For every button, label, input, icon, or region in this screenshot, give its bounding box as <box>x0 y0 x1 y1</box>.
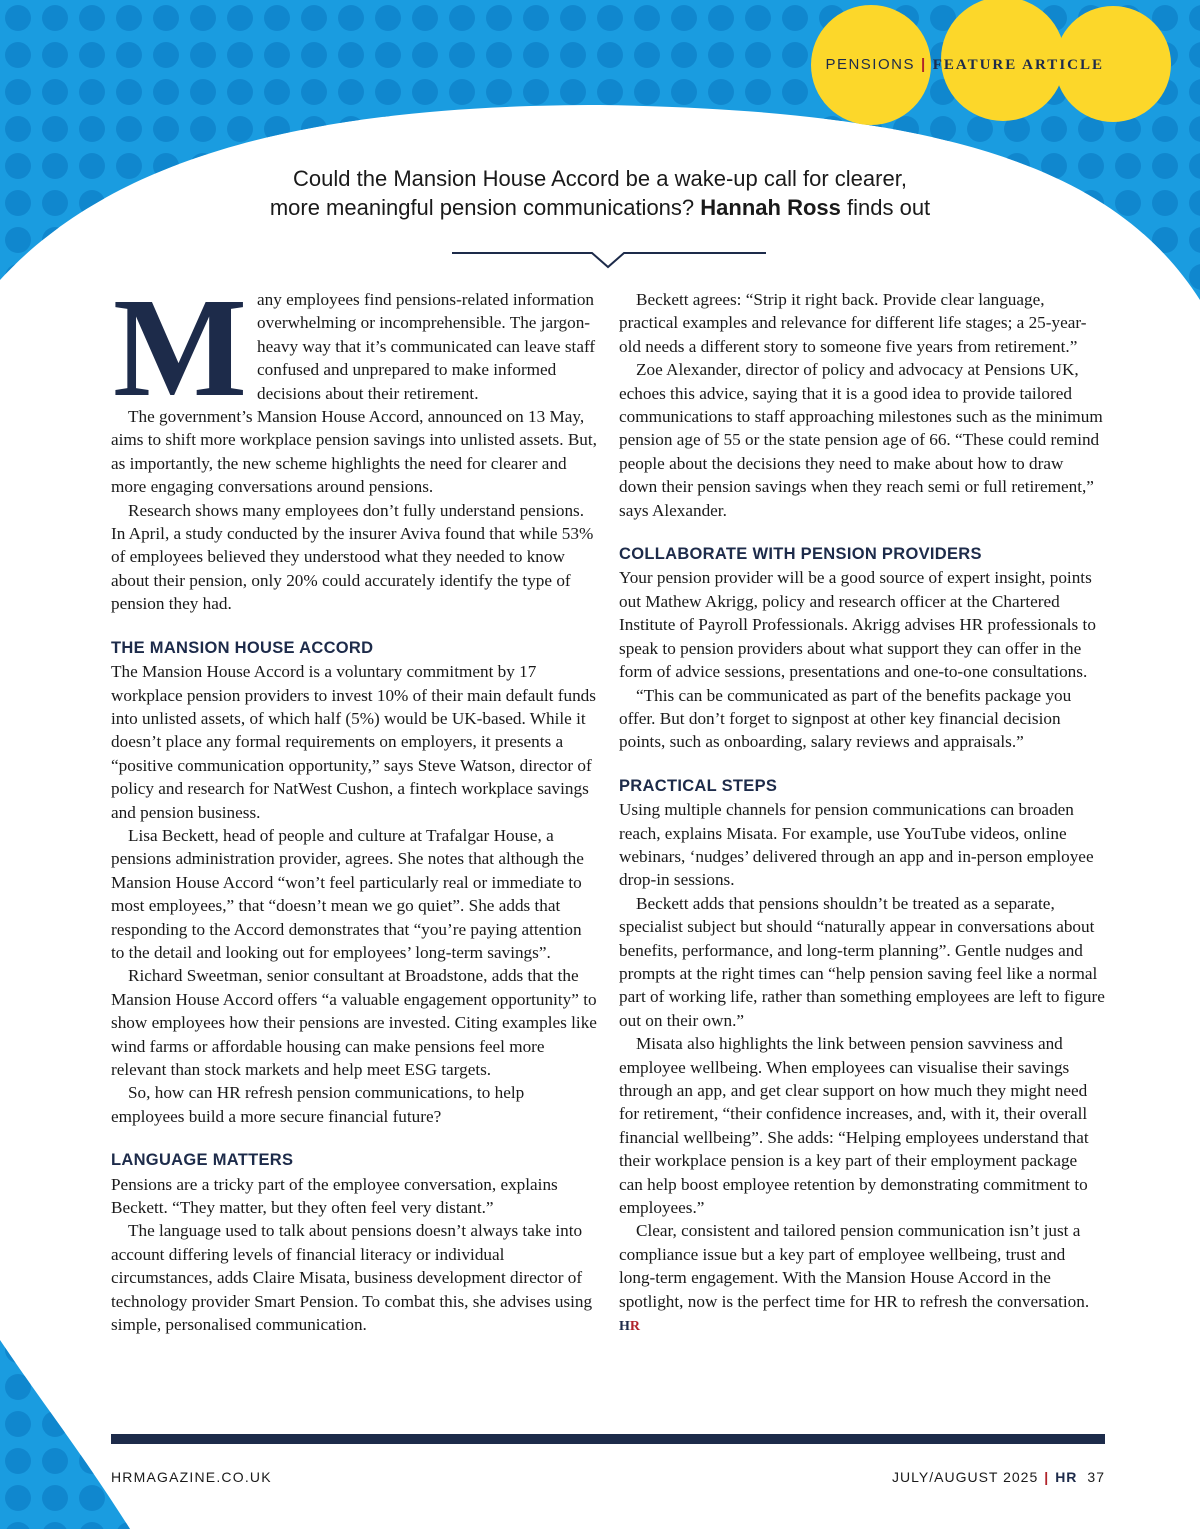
end-mark-logo <box>619 1319 640 1334</box>
chevron-divider-icon <box>450 248 768 274</box>
body-paragraph: Beckett agrees: “Strip it right back. Provide clear language, practical examples and relevance for different life stages; a 25-year-old needs a different story to someone five years from retirement.” <box>619 290 1087 356</box>
body-paragraph: The Mansion House Accord is a voluntary commitment by 17 workplace pension providers to invest 10% of their main default funds into unlisted assets, of which half (5%) would be UK-based. While it doesn’t place any formal requirements on employers, it presents a “positive communication opportunity,” says Steve Watson, director of policy and research for NatWest Cushon, a fintech workplace savings and pension business. <box>111 662 596 822</box>
end-mark-r: R <box>629 1319 641 1335</box>
closing-paragraph <box>619 1219 1105 1338</box>
page-number: 37 <box>1087 1469 1105 1485</box>
body-paragraph: The language used to talk about pensions doesn’t always take into account differing levels of financial literacy or individual circumstances, adds Claire Misata, business development director of technology provider Smart Pension. To combat this, she advises using simple, personalised communication. <box>111 1221 593 1335</box>
author-name: Hannah Ross <box>700 195 841 220</box>
standfirst-line-1: Could the Mansion House Accord be a wake-up call for clearer, <box>293 166 907 191</box>
body-paragraph: The government’s Mansion House Accord, announced on 13 May, aims to shift more workplace pension savings into unlisted assets. But, as importantly, the new scheme highlights the need for clearer and more engaging conversations around pensions. <box>111 407 597 497</box>
closing-text: Clear, consistent and tailored pension communication isn’t just a compliance issue but a key part of employee wellbeing, trust and long-term engagement. With the Mansion House Accord in the spotlight, now is the perfect time for HR to refresh the conversation. <box>619 1221 1090 1311</box>
body-paragraph: Using multiple channels for pension communications can broaden reach, explains Misata. For example, use YouTube videos, online webinars, ‘nudges’ delivered through an app and in-person employee drop-in sessions. <box>619 800 1094 890</box>
article-column-left <box>111 268 597 1336</box>
body-paragraph: Richard Sweetman, senior consultant at Broadstone, adds that the Mansion House Accord offers “a valuable engagement opportunity” to show employees how their pensions are invested. Citing examples like wind farms or affordable housing can make pensions feel more relevant than stock markets and help meet ESG targets. <box>111 966 597 1079</box>
standfirst <box>200 164 1000 222</box>
subheading-collaborate: COLLABORATE WITH PENSION PROVIDERS <box>619 545 982 564</box>
blue-corner-shape <box>0 1330 140 1529</box>
footer-website: HRMAGAZINE.CO.UK <box>111 1469 272 1485</box>
footer-rule <box>111 1434 1105 1444</box>
subheading-practical-steps: PRACTICAL STEPS <box>619 776 778 795</box>
section-separator: | <box>920 56 927 73</box>
feature-label: FEATURE ARTICLE <box>932 57 1104 73</box>
body-paragraph: Beckett adds that pensions shouldn’t be treated as a separate, specialist subject but should “naturally appear in conversations about benefits, performance, and long-term planning”. Gentle nudges and prompts at the right times can “help pension saving feel like a normal part of working life, rather than something employees are left to figure out on their own.” <box>619 893 1105 1030</box>
magazine-name: HR <box>1055 1469 1078 1485</box>
section-label <box>825 56 1104 74</box>
drop-cap: M <box>113 268 248 426</box>
end-mark-h: H <box>619 1319 630 1335</box>
article-column-right <box>619 288 1105 1338</box>
issue-date: JULY/AUGUST 2025 <box>892 1469 1039 1485</box>
body-paragraph: Pensions are a tricky part of the employee conversation, explains Beckett. “They matter, but they often feel very distant.” <box>111 1174 558 1218</box>
standfirst-line-2-text: more meaningful pension communications? <box>269 195 695 220</box>
body-paragraph: Your pension provider will be a good source of expert insight, points out Mathew Akrigg, policy and research officer at the Chartered Institute of Payroll Professionals. Akrigg advises HR professionals to speak to pension providers about what support they can offer in the form of advice sessions, presentations and one-to-one consultations. <box>619 568 1096 682</box>
body-paragraph: Misata also highlights the link between pension savviness and employee wellbeing. When employees can visualise their savings through an app, and get clear support on how much they might need for retirement, “their confidence increases, and, with it, their overall financial wellbeing”. She adds: “Helping employees understand that their workplace pension is a key part of their employment package can help boost employee retention by demonstrating commitment to employees.” <box>619 1034 1089 1218</box>
body-paragraph: Lisa Beckett, head of people and culture at Trafalgar House, a pensions administration provider, agrees. She notes that although the Mansion House Accord “won’t feel particularly real or immediate to most employees,” that “doesn’t mean we go quiet”. She adds that responding to the Accord demonstrates that “you’re paying attention to the detail and looking out for employees’ long-term savings”. <box>111 825 584 962</box>
subheading-language-matters: LANGUAGE MATTERS <box>111 1151 294 1170</box>
section-name: PENSIONS <box>825 56 915 73</box>
standfirst-line-2 <box>200 193 1000 222</box>
subheading-mansion-house-accord: THE MANSION HOUSE ACCORD <box>111 638 374 657</box>
body-paragraph: “This can be communicated as part of the benefits package you offer. But don’t forget to signpost at other key financial decision points, such as onboarding, salary reviews and appraisals.” <box>619 685 1072 752</box>
body-paragraph: So, how can HR refresh pension communications, to help employees build a more secure financial future? <box>111 1083 525 1126</box>
standfirst-line-2-end: finds out <box>847 195 931 220</box>
intro-text: any employees find pensions-related information overwhelming or incomprehensible. The jargon-heavy way that it’s communicated can leave staff confused and unprepared to make informed decisions about their retirement. <box>257 290 596 403</box>
footer-folio <box>892 1469 1105 1485</box>
folio-separator: | <box>1044 1469 1050 1485</box>
body-paragraph: Zoe Alexander, director of policy and advocacy at Pensions UK, echoes this advice, saying that it is a good idea to provide tailored communications to staff approaching milestones such as the minimum pension age of 55 or the state pension age of 66. “These could remind people about the decisions they need to make about how to draw down their pension savings when they reach semi or full retirement,” says Alexander. <box>619 360 1103 520</box>
intro-paragraph <box>111 268 597 426</box>
body-paragraph: Research shows many employees don’t fully understand pensions. In April, a study conducted by the insurer Aviva found that while 53% of employees believed they understood what they needed to know about their pension, only 20% could accurately identify the type of pension they had. <box>111 500 594 614</box>
